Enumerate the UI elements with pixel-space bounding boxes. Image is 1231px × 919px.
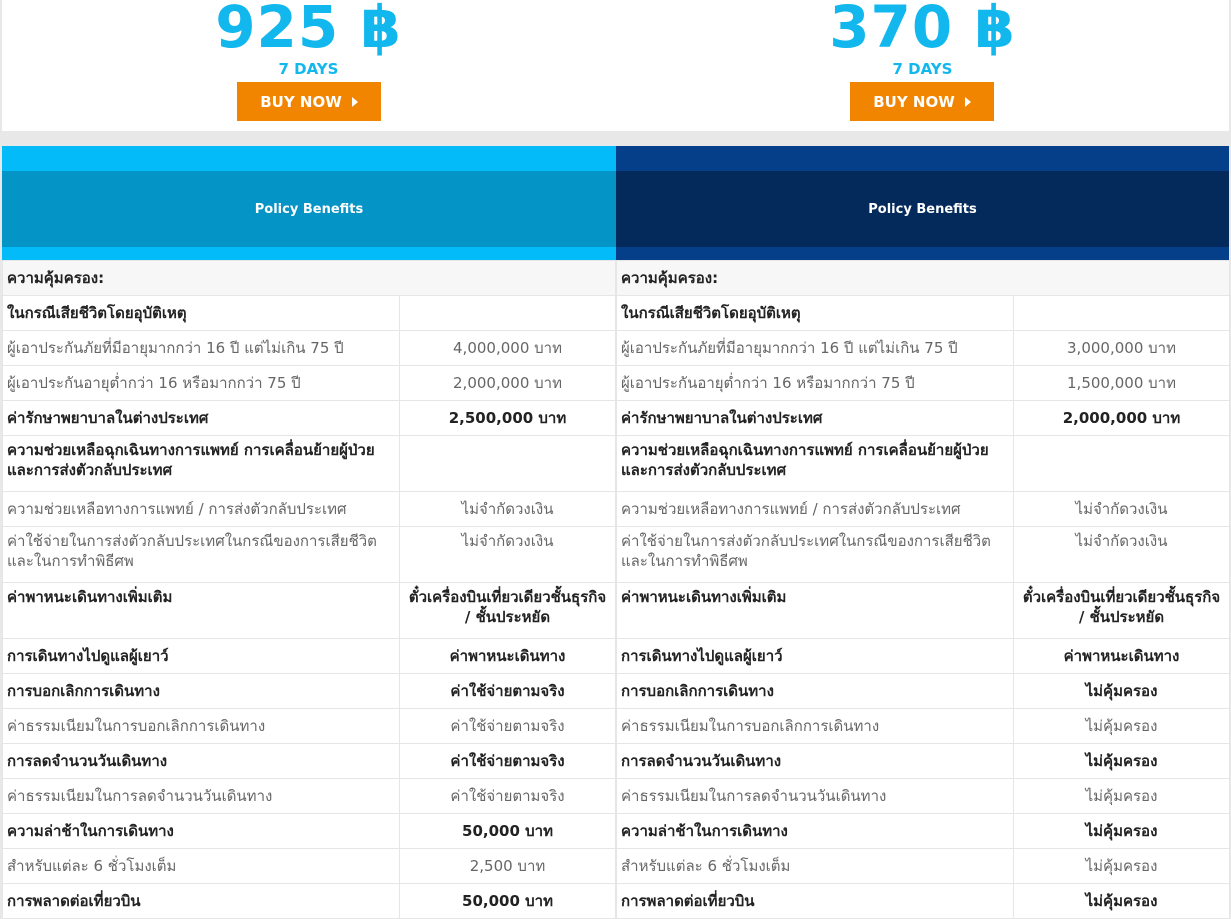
benefit-label: การลดจำนวนวันเดินทาง — [617, 744, 1014, 779]
benefit-row — [3, 674, 616, 709]
benefit-row — [617, 492, 1230, 527]
benefit-label: ค่าพาหนะเดินทางเพิ่มเติม — [617, 583, 1014, 639]
benefit-row — [617, 583, 1230, 639]
benefit-row — [3, 709, 616, 744]
section-header-row — [3, 261, 616, 296]
benefit-label: ค่าธรรมเนียมในการลดจำนวนวันเดินทาง — [3, 779, 400, 814]
benefit-value: ตั๋วเครื่องบินเที่ยวเดียวชั้นธุรกิจ / ชั้นประหยัด — [1014, 583, 1230, 639]
benefit-row — [617, 814, 1230, 849]
benefit-value — [1014, 296, 1230, 331]
benefit-row — [3, 779, 616, 814]
benefit-label: สำหรับแต่ละ 6 ชั่วโมงเต็ม — [617, 849, 1014, 884]
benefit-label: ค่าใช้จ่ายในการส่งตัวกลับประเทศในกรณีของการเสียชีวิตและในการทำพิธีศพ — [617, 527, 1014, 583]
benefit-row — [3, 527, 616, 583]
benefit-value: ไม่คุ้มครอง — [1014, 779, 1230, 814]
benefit-label: ความคุ้มครอง: — [617, 261, 1230, 296]
benefit-row — [617, 436, 1230, 492]
benefit-value: ค่าพาหนะเดินทาง — [400, 639, 616, 674]
benefit-value: 1,500,000 บาท — [1014, 366, 1230, 401]
benefit-label: การพลาดต่อเที่ยวบิน — [3, 884, 400, 919]
policy-benefits-header-1 — [2, 146, 616, 260]
benefit-row — [617, 366, 1230, 401]
benefit-label: สำหรับแต่ละ 6 ชั่วโมงเต็ม — [3, 849, 400, 884]
benefit-value: ค่าใช้จ่ายตามจริง — [400, 709, 616, 744]
benefit-value: 2,500,000 บาท — [400, 401, 616, 436]
benefit-value: 2,500 บาท — [400, 849, 616, 884]
benefit-row — [3, 849, 616, 884]
benefit-label: ความช่วยเหลือฉุกเฉินทางการแพทย์ การเคลื่อนย้ายผู้ป่วยและการส่งตัวกลับประเทศ — [617, 436, 1014, 492]
benefit-value: ไม่จำกัดวงเงิน — [1014, 492, 1230, 527]
benefit-label: ความช่วยเหลือทางการแพทย์ / การส่งตัวกลับประเทศ — [617, 492, 1014, 527]
benefit-row — [3, 583, 616, 639]
pricing-header — [2, 0, 1229, 131]
benefit-label: ค่ารักษาพยาบาลในต่างประเทศ — [617, 401, 1014, 436]
benefit-label: ผู้เอาประกันภัยที่มีอายุมากกว่า 16 ปี แต่ไม่เกิน 75 ปี — [3, 331, 400, 366]
benefit-value: ค่าใช้จ่ายตามจริง — [400, 779, 616, 814]
benefit-row — [617, 744, 1230, 779]
plan-duration: 7 DAYS — [892, 60, 953, 78]
benefit-row — [3, 401, 616, 436]
benefits-table-1 — [2, 260, 616, 919]
benefit-row — [3, 884, 616, 919]
benefit-label: ค่าพาหนะเดินทางเพิ่มเติม — [3, 583, 400, 639]
plan-duration: 7 DAYS — [278, 60, 339, 78]
benefit-value: 2,000,000 บาท — [1014, 401, 1230, 436]
benefit-value: 2,000,000 บาท — [400, 366, 616, 401]
benefit-row — [3, 744, 616, 779]
benefit-value: ไม่คุ้มครอง — [1014, 849, 1230, 884]
benefit-label: ผู้เอาประกันอายุต่ำกว่า 16 หรือมากกว่า 75 ปี — [617, 366, 1014, 401]
benefit-label: ความล่าช้าในการเดินทาง — [3, 814, 400, 849]
policy-benefits-title: Policy Benefits — [616, 171, 1229, 247]
benefit-value: ไม่จำกัดวงเงิน — [400, 492, 616, 527]
plan-price-block-1 — [2, 0, 615, 131]
benefit-value: 3,000,000 บาท — [1014, 331, 1230, 366]
benefit-label: ในกรณีเสียชีวิตโดยอุบัติเหตุ — [617, 296, 1014, 331]
plan-price: 925 ฿ — [215, 0, 402, 61]
benefit-label: ค่าธรรมเนียมในการลดจำนวนวันเดินทาง — [617, 779, 1014, 814]
benefit-label: การบอกเลิกการเดินทาง — [617, 674, 1014, 709]
benefit-row — [617, 639, 1230, 674]
benefit-row — [3, 639, 616, 674]
benefit-value: ค่าพาหนะเดินทาง — [1014, 639, 1230, 674]
benefit-value: ค่าใช้จ่ายตามจริง — [400, 674, 616, 709]
benefit-row — [3, 296, 616, 331]
plan-price: 370 ฿ — [829, 0, 1016, 61]
benefit-value: ตั๋วเครื่องบินเที่ยวเดียวชั้นธุรกิจ / ชั้นประหยัด — [400, 583, 616, 639]
benefit-label: การเดินทางไปดูแลผู้เยาว์ — [3, 639, 400, 674]
benefit-label: ความคุ้มครอง: — [3, 261, 616, 296]
buy-now-button[interactable] — [850, 82, 994, 121]
benefit-row — [3, 331, 616, 366]
benefit-label: ความช่วยเหลือทางการแพทย์ / การส่งตัวกลับประเทศ — [3, 492, 400, 527]
benefit-label: ค่ารักษาพยาบาลในต่างประเทศ — [3, 401, 400, 436]
benefit-row — [617, 296, 1230, 331]
benefit-value — [400, 296, 616, 331]
buy-now-button[interactable] — [237, 82, 381, 121]
buy-now-label: BUY NOW — [873, 92, 955, 111]
benefit-value: ไม่จำกัดวงเงิน — [1014, 527, 1230, 583]
benefit-row — [617, 884, 1230, 919]
benefit-value: ค่าใช้จ่ายตามจริง — [400, 744, 616, 779]
benefit-value: ไม่คุ้มครอง — [1014, 674, 1230, 709]
section-header-row — [617, 261, 1230, 296]
benefit-row — [617, 674, 1230, 709]
benefit-value: ไม่จำกัดวงเงิน — [400, 527, 616, 583]
benefit-row — [617, 709, 1230, 744]
policy-benefits-title: Policy Benefits — [2, 171, 616, 247]
benefit-row — [3, 814, 616, 849]
benefit-row — [3, 492, 616, 527]
benefit-row — [617, 779, 1230, 814]
benefit-label: ค่าธรรมเนียมในการบอกเลิกการเดินทาง — [617, 709, 1014, 744]
arrow-right-icon — [965, 97, 971, 107]
benefit-label: การเดินทางไปดูแลผู้เยาว์ — [617, 639, 1014, 674]
benefit-value: ไม่คุ้มครอง — [1014, 814, 1230, 849]
benefit-label: ผู้เอาประกันอายุต่ำกว่า 16 หรือมากกว่า 75 ปี — [3, 366, 400, 401]
benefit-label: การลดจำนวนวันเดินทาง — [3, 744, 400, 779]
benefit-value: ไม่คุ้มครอง — [1014, 709, 1230, 744]
benefit-row — [3, 436, 616, 492]
benefit-value — [1014, 436, 1230, 492]
benefit-label: ความช่วยเหลือฉุกเฉินทางการแพทย์ การเคลื่อนย้ายผู้ป่วยและการส่งตัวกลับประเทศ — [3, 436, 400, 492]
benefit-value: 50,000 บาท — [400, 814, 616, 849]
benefit-row — [617, 527, 1230, 583]
benefit-value: 4,000,000 บาท — [400, 331, 616, 366]
benefit-label: ในกรณีเสียชีวิตโดยอุบัติเหตุ — [3, 296, 400, 331]
benefit-value: ไม่คุ้มครอง — [1014, 744, 1230, 779]
benefit-row — [3, 366, 616, 401]
plan-price-block-2 — [616, 0, 1229, 131]
benefit-label: ค่าใช้จ่ายในการส่งตัวกลับประเทศในกรณีของการเสียชีวิตและในการทำพิธีศพ — [3, 527, 400, 583]
benefit-label: ความล่าช้าในการเดินทาง — [617, 814, 1014, 849]
benefit-label: การบอกเลิกการเดินทาง — [3, 674, 400, 709]
policy-benefits-header-2 — [616, 146, 1229, 260]
benefit-value — [400, 436, 616, 492]
benefit-value: ไม่คุ้มครอง — [1014, 884, 1230, 919]
benefit-label: การพลาดต่อเที่ยวบิน — [617, 884, 1014, 919]
benefit-value: 50,000 บาท — [400, 884, 616, 919]
benefit-row — [617, 401, 1230, 436]
arrow-right-icon — [352, 97, 358, 107]
benefit-row — [617, 849, 1230, 884]
benefits-table-2 — [616, 260, 1230, 919]
benefit-row — [617, 331, 1230, 366]
buy-now-label: BUY NOW — [260, 92, 342, 111]
benefit-label: ค่าธรรมเนียมในการบอกเลิกการเดินทาง — [3, 709, 400, 744]
benefit-label: ผู้เอาประกันภัยที่มีอายุมากกว่า 16 ปี แต่ไม่เกิน 75 ปี — [617, 331, 1014, 366]
